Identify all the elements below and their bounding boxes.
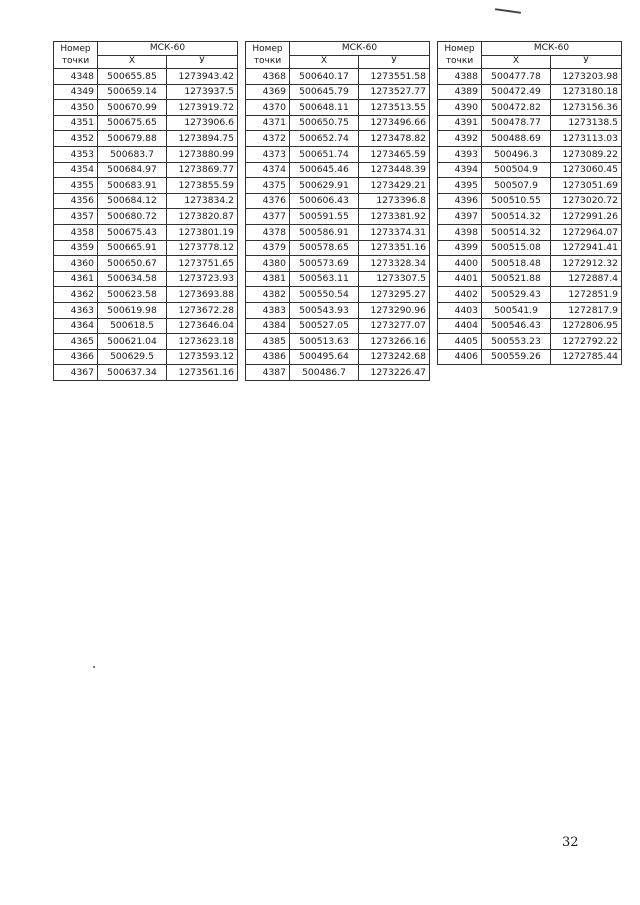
point-number-cell: 4395 (438, 178, 482, 194)
y-coordinate-cell: 1272817.9 (551, 302, 622, 318)
y-coordinate-cell: 1273919.72 (167, 100, 238, 116)
point-number-cell: 4392 (438, 131, 482, 147)
point-number-cell: 4394 (438, 162, 482, 178)
table-row (246, 100, 430, 116)
y-coordinate-cell: 1273869.77 (167, 162, 238, 178)
coordinates-table-1 (53, 41, 238, 381)
x-coordinate-cell: 500637.34 (98, 365, 167, 381)
point-number-cell: 4385 (246, 334, 290, 350)
table-row (246, 162, 430, 178)
x-coordinate-cell: 500652.74 (290, 131, 359, 147)
x-coordinate-cell: 500679.88 (98, 131, 167, 147)
x-coordinate-cell: 500650.67 (98, 256, 167, 272)
table-row (54, 256, 238, 272)
x-coordinate-cell: 500486.7 (290, 365, 359, 381)
y-coordinate-cell: 1273465.59 (359, 146, 430, 162)
y-coordinate-cell: 1273226.47 (359, 365, 430, 381)
point-number-cell: 4400 (438, 256, 482, 272)
y-coordinate-cell: 1272785.44 (551, 349, 622, 365)
point-number-cell: 4370 (246, 100, 290, 116)
x-coordinate-cell: 500670.99 (98, 100, 167, 116)
x-coordinate-cell: 500507.9 (482, 178, 551, 194)
x-header: X (98, 55, 167, 69)
x-coordinate-cell: 500645.79 (290, 84, 359, 100)
y-coordinate-cell: 1273266.16 (359, 334, 430, 350)
y-coordinate-cell: 1273429.21 (359, 178, 430, 194)
point-number-cell: 4377 (246, 209, 290, 225)
point-number-cell: 4381 (246, 271, 290, 287)
y-header: У (551, 55, 622, 69)
y-coordinate-cell: 1272941.41 (551, 240, 622, 256)
x-coordinate-cell: 500541.9 (482, 302, 551, 318)
point-number-cell: 4383 (246, 302, 290, 318)
table-row (54, 240, 238, 256)
table-row (54, 334, 238, 350)
point-number-cell: 4362 (54, 287, 98, 303)
x-coordinate-cell: 500529.43 (482, 287, 551, 303)
y-coordinate-cell: 1273089.22 (551, 146, 622, 162)
table-row (438, 209, 622, 225)
y-coordinate-cell: 1273646.04 (167, 318, 238, 334)
table-row (246, 334, 430, 350)
y-coordinate-cell: 1273513.55 (359, 100, 430, 116)
table-row (246, 302, 430, 318)
x-coordinate-cell: 500629.5 (98, 349, 167, 365)
x-coordinate-cell: 500495.64 (290, 349, 359, 365)
x-header: X (482, 55, 551, 69)
point-number-cell: 4384 (246, 318, 290, 334)
table-row (54, 100, 238, 116)
table-row (54, 193, 238, 209)
x-coordinate-cell: 500586.91 (290, 224, 359, 240)
point-number-cell: 4351 (54, 115, 98, 131)
table-row (54, 287, 238, 303)
y-coordinate-cell: 1273328.34 (359, 256, 430, 272)
table-row (246, 146, 430, 162)
x-coordinate-cell: 500477.78 (482, 69, 551, 85)
table-row (246, 365, 430, 381)
x-coordinate-cell: 500665.91 (98, 240, 167, 256)
x-coordinate-cell: 500543.93 (290, 302, 359, 318)
y-coordinate-cell: 1272806.95 (551, 318, 622, 334)
y-coordinate-cell: 1273113.03 (551, 131, 622, 147)
x-coordinate-cell: 500563.11 (290, 271, 359, 287)
table-row (246, 287, 430, 303)
y-coordinate-cell: 1273051.69 (551, 178, 622, 194)
x-coordinate-cell: 500518.48 (482, 256, 551, 272)
x-coordinate-cell: 500578.65 (290, 240, 359, 256)
y-coordinate-cell: 1273834.2 (167, 193, 238, 209)
y-coordinate-cell: 1272912.32 (551, 256, 622, 272)
table-row (438, 146, 622, 162)
table-row (54, 69, 238, 85)
table-row (246, 193, 430, 209)
x-coordinate-cell: 500675.65 (98, 115, 167, 131)
point-number-cell: 4399 (438, 240, 482, 256)
point-number-cell: 4350 (54, 100, 98, 116)
point-number-cell: 4364 (54, 318, 98, 334)
x-coordinate-cell: 500684.12 (98, 193, 167, 209)
table-row (438, 334, 622, 350)
y-coordinate-cell: 1273478.82 (359, 131, 430, 147)
point-number-cell: 4366 (54, 349, 98, 365)
x-coordinate-cell: 500645.46 (290, 162, 359, 178)
x-coordinate-cell: 500618.5 (98, 318, 167, 334)
point-number-cell: 4361 (54, 271, 98, 287)
x-coordinate-cell: 500684.97 (98, 162, 167, 178)
point-number-cell: 4368 (246, 69, 290, 85)
point-number-cell: 4373 (246, 146, 290, 162)
table-row (438, 115, 622, 131)
table-row (54, 349, 238, 365)
point-number-cell: 4389 (438, 84, 482, 100)
point-number-cell: 4348 (54, 69, 98, 85)
point-number-cell: 4371 (246, 115, 290, 131)
x-coordinate-cell: 500515.08 (482, 240, 551, 256)
point-number-header: Номер точки (246, 42, 290, 69)
point-number-cell: 4374 (246, 162, 290, 178)
x-coordinate-cell: 500513.63 (290, 334, 359, 350)
x-coordinate-cell: 500472.82 (482, 100, 551, 116)
y-coordinate-cell: 1273138.5 (551, 115, 622, 131)
table-row (438, 178, 622, 194)
point-number-cell: 4401 (438, 271, 482, 287)
y-coordinate-cell: 1273880.99 (167, 146, 238, 162)
point-number-cell: 4405 (438, 334, 482, 350)
coordinates-table-3 (437, 41, 622, 365)
table-row (246, 240, 430, 256)
point-number-cell: 4388 (438, 69, 482, 85)
table-row (54, 84, 238, 100)
x-coordinate-cell: 500655.85 (98, 69, 167, 85)
point-number-cell: 4356 (54, 193, 98, 209)
x-coordinate-cell: 500621.04 (98, 334, 167, 350)
point-number-header: Номер точки (438, 42, 482, 69)
point-number-cell: 4358 (54, 224, 98, 240)
point-number-cell: 4380 (246, 256, 290, 272)
x-coordinate-cell: 500553.23 (482, 334, 551, 350)
y-coordinate-cell: 1273906.6 (167, 115, 238, 131)
y-coordinate-cell: 1273820.87 (167, 209, 238, 225)
coordinates-table-2 (245, 41, 430, 381)
y-coordinate-cell: 1273020.72 (551, 193, 622, 209)
x-coordinate-cell: 500514.32 (482, 224, 551, 240)
point-number-cell: 4406 (438, 349, 482, 365)
y-coordinate-cell: 1273351.16 (359, 240, 430, 256)
y-coordinate-cell: 1273374.31 (359, 224, 430, 240)
y-coordinate-cell: 1273943.42 (167, 69, 238, 85)
y-coordinate-cell: 1272851.9 (551, 287, 622, 303)
x-coordinate-cell: 500521.88 (482, 271, 551, 287)
point-number-header: Номер точки (54, 42, 98, 69)
x-coordinate-cell: 500648.11 (290, 100, 359, 116)
table-row (54, 209, 238, 225)
y-coordinate-cell: 1273203.98 (551, 69, 622, 85)
y-coordinate-cell: 1273277.07 (359, 318, 430, 334)
table-row (54, 318, 238, 334)
x-coordinate-cell: 500651.74 (290, 146, 359, 162)
x-coordinate-cell: 500504.9 (482, 162, 551, 178)
point-number-cell: 4379 (246, 240, 290, 256)
x-coordinate-cell: 500573.69 (290, 256, 359, 272)
y-coordinate-cell: 1273894.75 (167, 131, 238, 147)
table-row (246, 84, 430, 100)
table-row (246, 131, 430, 147)
point-number-cell: 4386 (246, 349, 290, 365)
point-number-cell: 4402 (438, 287, 482, 303)
x-coordinate-cell: 500650.75 (290, 115, 359, 131)
y-coordinate-cell: 1273593.12 (167, 349, 238, 365)
point-number-cell: 4376 (246, 193, 290, 209)
y-coordinate-cell: 1273937.5 (167, 84, 238, 100)
y-header: У (359, 55, 430, 69)
x-coordinate-cell: 500629.91 (290, 178, 359, 194)
point-number-cell: 4355 (54, 178, 98, 194)
y-coordinate-cell: 1273527.77 (359, 84, 430, 100)
x-coordinate-cell: 500478.77 (482, 115, 551, 131)
x-coordinate-cell: 500640.17 (290, 69, 359, 85)
point-number-cell: 4367 (54, 365, 98, 381)
point-number-cell: 4387 (246, 365, 290, 381)
x-coordinate-cell: 500623.58 (98, 287, 167, 303)
table-row (438, 84, 622, 100)
x-coordinate-cell: 500606.43 (290, 193, 359, 209)
point-number-cell: 4353 (54, 146, 98, 162)
table-row (246, 209, 430, 225)
table-row (438, 287, 622, 303)
point-number-cell: 4378 (246, 224, 290, 240)
y-coordinate-cell: 1273778.12 (167, 240, 238, 256)
table-row (438, 69, 622, 85)
point-number-cell: 4382 (246, 287, 290, 303)
x-coordinate-cell: 500559.26 (482, 349, 551, 365)
table-row (54, 224, 238, 240)
y-coordinate-cell: 1272887.4 (551, 271, 622, 287)
y-coordinate-cell: 1273496.66 (359, 115, 430, 131)
table-row (54, 131, 238, 147)
x-coordinate-cell: 500680.72 (98, 209, 167, 225)
x-coordinate-cell: 500472.49 (482, 84, 551, 100)
y-coordinate-cell: 1272792.22 (551, 334, 622, 350)
y-header: У (167, 55, 238, 69)
table-row (54, 162, 238, 178)
point-number-cell: 4357 (54, 209, 98, 225)
x-coordinate-cell: 500634.58 (98, 271, 167, 287)
table-row (438, 162, 622, 178)
coordinate-system-header: МСК-60 (290, 42, 430, 56)
y-coordinate-cell: 1273723.93 (167, 271, 238, 287)
table-row (246, 318, 430, 334)
table-row (54, 271, 238, 287)
table-row (438, 349, 622, 365)
x-header: X (290, 55, 359, 69)
y-coordinate-cell: 1273156.36 (551, 100, 622, 116)
y-coordinate-cell: 1273307.5 (359, 271, 430, 287)
point-number-cell: 4365 (54, 334, 98, 350)
y-coordinate-cell: 1273693.88 (167, 287, 238, 303)
x-coordinate-cell: 500683.7 (98, 146, 167, 162)
table-row (54, 178, 238, 194)
point-number-cell: 4396 (438, 193, 482, 209)
y-coordinate-cell: 1273855.59 (167, 178, 238, 194)
point-number-cell: 4375 (246, 178, 290, 194)
y-coordinate-cell: 1273242.68 (359, 349, 430, 365)
page-number: 32 (562, 835, 579, 850)
point-number-cell: 4391 (438, 115, 482, 131)
table-row (54, 146, 238, 162)
table-row (246, 69, 430, 85)
x-coordinate-cell: 500546.43 (482, 318, 551, 334)
table-row (438, 256, 622, 272)
point-number-cell: 4352 (54, 131, 98, 147)
point-number-cell: 4404 (438, 318, 482, 334)
x-coordinate-cell: 500675.43 (98, 224, 167, 240)
table-row (438, 240, 622, 256)
y-coordinate-cell: 1272991.26 (551, 209, 622, 225)
point-number-cell: 4372 (246, 131, 290, 147)
point-number-cell: 4390 (438, 100, 482, 116)
x-coordinate-cell: 500514.32 (482, 209, 551, 225)
pen-mark (495, 8, 521, 14)
y-coordinate-cell: 1273561.16 (167, 365, 238, 381)
y-coordinate-cell: 1273180.18 (551, 84, 622, 100)
table-row (246, 115, 430, 131)
y-coordinate-cell: 1272964.07 (551, 224, 622, 240)
x-coordinate-cell: 500550.54 (290, 287, 359, 303)
y-coordinate-cell: 1273295.27 (359, 287, 430, 303)
table-row (438, 224, 622, 240)
x-coordinate-cell: 500488.69 (482, 131, 551, 147)
x-coordinate-cell: 500591.55 (290, 209, 359, 225)
x-coordinate-cell: 500496.3 (482, 146, 551, 162)
point-number-cell: 4403 (438, 302, 482, 318)
table-row (246, 349, 430, 365)
y-coordinate-cell: 1273801.19 (167, 224, 238, 240)
table-row (54, 302, 238, 318)
y-coordinate-cell: 1273751.65 (167, 256, 238, 272)
table-row (246, 178, 430, 194)
point-number-cell: 4393 (438, 146, 482, 162)
coordinate-system-header: МСК-60 (482, 42, 622, 56)
table-row (438, 302, 622, 318)
point-number-cell: 4363 (54, 302, 98, 318)
point-number-cell: 4354 (54, 162, 98, 178)
point-number-cell: 4397 (438, 209, 482, 225)
table-row (438, 271, 622, 287)
scan-speck (93, 666, 95, 668)
table-row (246, 256, 430, 272)
y-coordinate-cell: 1273551.58 (359, 69, 430, 85)
y-coordinate-cell: 1273396.8 (359, 193, 430, 209)
table-row (54, 365, 238, 381)
point-number-cell: 4360 (54, 256, 98, 272)
x-coordinate-cell: 500683.91 (98, 178, 167, 194)
table-row (246, 224, 430, 240)
y-coordinate-cell: 1273623.18 (167, 334, 238, 350)
y-coordinate-cell: 1273448.39 (359, 162, 430, 178)
table-row (246, 271, 430, 287)
y-coordinate-cell: 1273672.28 (167, 302, 238, 318)
table-row (438, 131, 622, 147)
point-number-cell: 4398 (438, 224, 482, 240)
x-coordinate-cell: 500527.05 (290, 318, 359, 334)
point-number-cell: 4349 (54, 84, 98, 100)
y-coordinate-cell: 1273060.45 (551, 162, 622, 178)
point-number-cell: 4359 (54, 240, 98, 256)
table-row (438, 318, 622, 334)
table-row (438, 193, 622, 209)
table-row (54, 115, 238, 131)
point-number-cell: 4369 (246, 84, 290, 100)
x-coordinate-cell: 500659.14 (98, 84, 167, 100)
x-coordinate-cell: 500510.55 (482, 193, 551, 209)
y-coordinate-cell: 1273381.92 (359, 209, 430, 225)
coordinate-system-header: МСК-60 (98, 42, 238, 56)
y-coordinate-cell: 1273290.96 (359, 302, 430, 318)
table-row (438, 100, 622, 116)
x-coordinate-cell: 500619.98 (98, 302, 167, 318)
